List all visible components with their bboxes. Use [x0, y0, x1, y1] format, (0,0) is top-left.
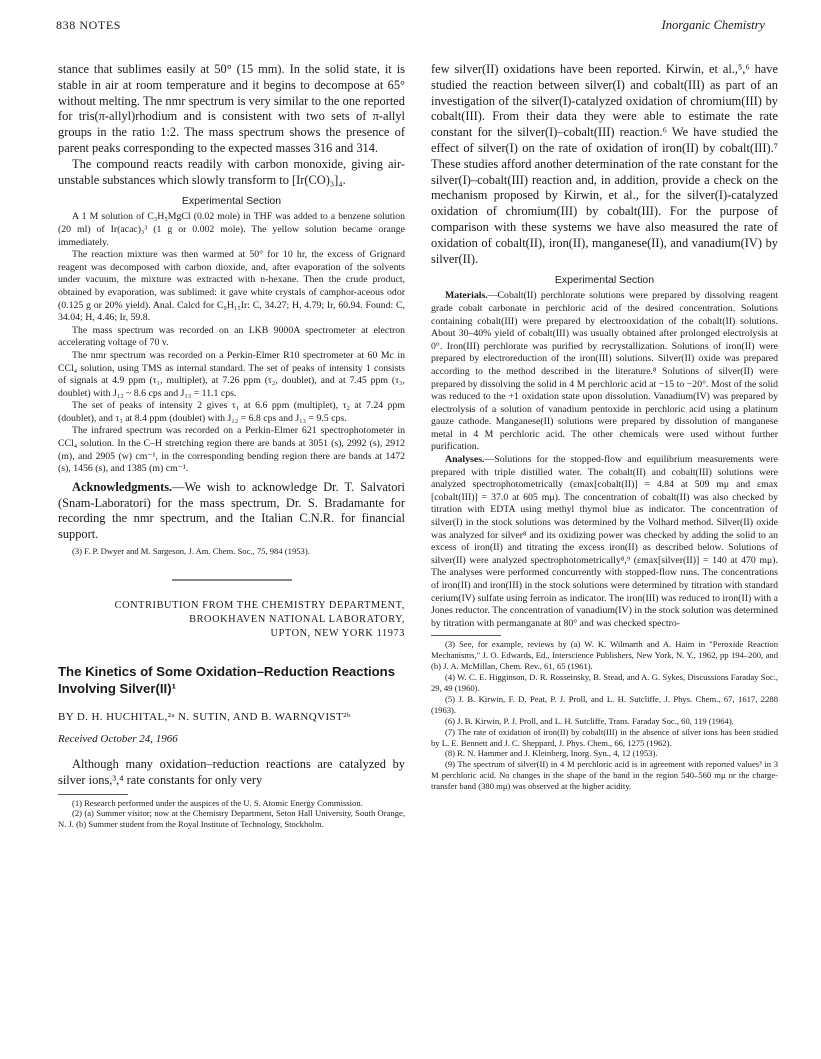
page-header: [56, 18, 765, 40]
acknowledgments-paragraph: [58, 480, 405, 543]
article-intro: Although many oxidation–reduction reactions are catalyzed by silver ions,³,⁴ rate constants for only very: [58, 756, 405, 787]
paragraph: The compound reacts readily with carbon monoxide, giving air-unstable substances which slowly transform to [Ir(CO)₃]₄.: [58, 156, 405, 187]
footnote: (7) The rate of oxidation of iron(II) by cobalt(III) in the absence of silver ions has been studied by L. E. Bennett and J. C. Sheppard, J. Phys. Chem., 66, 1275 (1962).: [431, 726, 778, 748]
materials-head: Materials.: [445, 290, 488, 302]
analyses-paragraph: [431, 454, 778, 630]
experimental-paragraph: The mass spectrum was recorded on an LKB 9000A spectrometer at electron accelerating voltage of 70 v.: [58, 324, 405, 349]
acknowledgments-head: Acknowledgments.: [72, 479, 173, 494]
footnote: (3) See, for example, reviews by (a) W. K. Wilmarth and A. Haim in "Peroxide Reaction Mechanisms," J. O. Edwards, Ed., Interscience Publishers, New York, N. Y., 1962, pp 194–200, and (b) J. A. McMillan, Chem. Rev., 61, 65 (1961).: [431, 639, 778, 672]
contribution-affiliation: [58, 599, 405, 641]
materials-paragraph: [431, 290, 778, 454]
continued-paragraph: few silver(II) oxidations have been reported. Kirwin, et al.,⁵,⁶ have studied the reaction between silver(I) and cobalt(III) as part of an investigation of the silver(I)-catalyzed oxidation of chromium(III) by cobalt(III). From their data they were able to estimate the rate constant for the silver(I)–cobalt(III) reaction.⁶ We have studied the effect of silver(I) on the rate of oxidation of iron(II) by cobalt(III).⁷ These studies afford another determination of the rate constant for the silver(I)–cobalt(III) reaction and, in addition, provide a check on the mechanism proposed by Kirwin, et al., for the silver(I)-catalyzed oxidation of chromium(III) by cobalt(III). For the purpose of comparison with these systems we have also measured the rate of oxidation of cobalt(II), iron(II), manganese(II), and vanadium(IV) by silver(II).: [431, 62, 778, 266]
received-date: Received October 24, 1966: [58, 732, 178, 745]
materials-body: —Cobalt(II) perchlorate solutions were prepared by dissolving reagent grade cobalt carbonate in perchloric acid of the desired concentration. Solutions containing cobalt(III) were prepared by electrooxidation of the cobalt(II) solutions. About 30–40% yield of cobalt(III) was usually obtained after prolonged electrolysis at 0°. Iron(III) perchlorate was purified by recrystallization. Solutions of iron(II) were prepared by electroreduction of the iron(III) solutions. Silver(II) oxide was prepared according to the method described in the literature.⁸ Solutions of silver(II) were prepared by dissolving the solid in 4 M perchloric acid at −15 to −20°. Most of the solid was reduced to the +1 oxidation state upon dissolution. Vanadium(IV) was prepared by electrolysis of a solution of vanadium pentoxide in perchloric acid using a platinum gauze cathode. Manganese(II) solutions were prepared by dissolution of manganese metal in 4 M perchloric acid. The other chemicals were used without further purification.: [431, 290, 778, 453]
footnote: (8) R. N. Hammer and J. Kleinberg, Inorg. Syn., 4, 12 (1953).: [445, 748, 658, 759]
continued-paragraph: stance that sublimes easily at 50° (15 mm). In the solid state, it is stable in air at room temperature and it begins to decompose at 65° without melting. The nmr spectrum is very similar to the one reported for tris(π-allyl)rhodium and is consistent with two sets of π-allyl groups in the ratio 1:2. The mass spectrum shows the presence of parent peaks corresponding to the expected masses 316 and 314.: [58, 62, 405, 155]
footnote: (2) (a) Summer visitor; now at the Chemistry Department, Seton Hall University, South Orange, N. J. (b) Summer student from the Royal Institute of Technology, Stockholm.: [58, 808, 405, 830]
experimental-paragraph: The nmr spectrum was recorded on a Perkin-Elmer R10 spectrometer at 60 Mc in CCl₄ solution, using TMS as internal standard. The set of peaks of intensity 1 consists of signals at 4.9 ppm (τ₁, multiplet), at 7.26 ppm (τ₂, doublet), and at 7.45 ppm (τ₃, doublet) with J₁₂ ~ 8.6 cps and J₁₃ = 11.1 cps.: [58, 349, 405, 399]
footnote-rule: [431, 635, 501, 636]
article-title: The Kinetics of Some Oxidation–Reduction Reactions Involving Silver(II)¹: [58, 663, 396, 696]
footnote: (5) J. B. Kirwin, F. D. Peat, P. J. Proll, and L. H. Sutcliffe, J. Phys. Chem., 67, 1617, 2288 (1963).: [431, 693, 778, 715]
experimental-paragraph: The infrared spectrum was recorded on a Perkin-Elmer 621 spectrophotometer in CCl₄ solution. In the C–H stretching region there are bands at 3051 (s), 2992 (s), 2912 (m), and 2905 (w) cm⁻¹, in the corresponding bending region there are bands at 1472 (s), 1456 (s), and 1385 (m) cm⁻¹.: [58, 425, 405, 475]
section-heading: Experimental Section: [181, 195, 282, 208]
left-column: [58, 62, 405, 830]
journal-name: Inorganic Chemistry: [661, 18, 765, 32]
experimental-paragraph: The reaction mixture was then warmed at 50° for 10 hr, the excess of Grignard reagent was decomposed with carbon dioxide, and, after evaporation of the solvents under vacuum, the mixture was extracted with n-hexane. Then the crude product, obtained by evaporation, was sublimed: it gave white crystals of camphor-aceous odor (0.125 g or 20% yield). Anal. Calcd for C₉H₁₅Ir: C, 34.27; H, 4.79; Ir, 60.94. Found: C, 34.04; H, 4.46; Ir, 59.8.: [58, 249, 405, 324]
experimental-paragraph: The set of peaks of intensity 2 gives τ₁ at 6.6 ppm (multiplet), τ₂ at 7.24 ppm (doublet), and τ₃ at 8.4 ppm (doublet) with J₁₂ = 6.8 cps and J₁₃ = 9.5 cps.: [58, 400, 405, 424]
article-authors: BY D. H. HUCHITAL,²ᵃ N. SUTIN, AND B. WARNQVIST²ᵇ: [58, 710, 351, 723]
right-column: [431, 62, 778, 792]
footnote: (9) The spectrum of silver(II) in 4 M perchloric acid is in agreement with reported values³ in 3 M perchloric acid. No changes in the shape of the band in the region 540–560 mμ or the charge-transfer band (380 mμ) was observed at the higher acidity.: [431, 759, 778, 792]
acknowledgments-body: —We wish to acknowledge Dr. T. Salvatori (Snam-Laboratori) for the mass spectrum, Dr. S. Bradamante for recording the nmr spectrum, and the Italian C.N.R. for financial support.: [58, 479, 405, 542]
footnote: (1) Research performed under the auspices of the U. S. Atomic Energy Commission.: [72, 797, 363, 808]
footnote: (3) F. P. Dwyer and M. Sargeson, J. Am. Chem. Soc., 75, 984 (1953).: [72, 546, 310, 557]
experimental-paragraph: A 1 M solution of C₃H₅MgCl (0.02 mole) in THF was added to a benzene solution (20 ml) of Ir(acac)₃³ (1 g or 0.002 mole). The yellow solution became orange immediately.: [58, 211, 405, 248]
footnote-rule: [58, 794, 128, 795]
footnote: (6) J. B. Kirwin, P. J. Proll, and L. H. Sutcliffe, Trans. Faraday Soc., 60, 119 (1964).: [445, 715, 734, 726]
analyses-body: —Solutions for the stopped-flow and equilibrium measurements were prepared with triple distilled water. The cobalt(II) and cobalt(III) solutions were analyzed spectrophotometrically (εmax[cobalt(II)] = 4.84 at 509 mμ and εmax [cobalt(III)] = 37.0 at 605 mμ). The concentration of cobalt(II) was also checked by titration with EDTA using methyl thymol blue as indicator. The concentration of silver(I) in the stock solutions was determined by the Volhard method. Silver(II) oxide was analyzed for silver⁸ and its oxidizing power was checked by adding the solid to an excess of iron(II) and titrating the excess iron(II) as described below. Solutions of silver(II) were analyzed spectrophotometrically⁸,⁹ (εmax[silver(II)] = 140 at 470 mμ). The analyses were performed concurrently with stopped-flow runs. The concentrations of iron(II) and iron(III) in the stock solutions were determined by titration with standard cerium(IV) sulfate using ferroin as indicator. The iron(III) was reduced to iron(II) with a Jones reductor. The concentration of vanadium(IV) in the stock solution was determined by titration with permanganate at 80° and was checked spectro-: [431, 454, 778, 629]
affiliation-line: CONTRIBUTION FROM THE CHEMISTRY DEPARTMENT,: [114, 599, 405, 611]
affiliation-line: UPTON, NEW YORK 11973: [270, 627, 405, 639]
section-heading: Experimental Section: [554, 274, 655, 287]
analyses-head: Analyses.: [445, 454, 485, 466]
section-divider: [172, 579, 292, 581]
footnote: (4) W. C. E. Higginson, D. R. Rosseinsky, B. Stead, and A. G. Sykes, Discussions Faraday Soc., 29, 49 (1960).: [431, 672, 778, 694]
page-number-section: 838 NOTES: [56, 18, 122, 32]
affiliation-line: BROOKHAVEN NATIONAL LABORATORY,: [189, 613, 405, 625]
